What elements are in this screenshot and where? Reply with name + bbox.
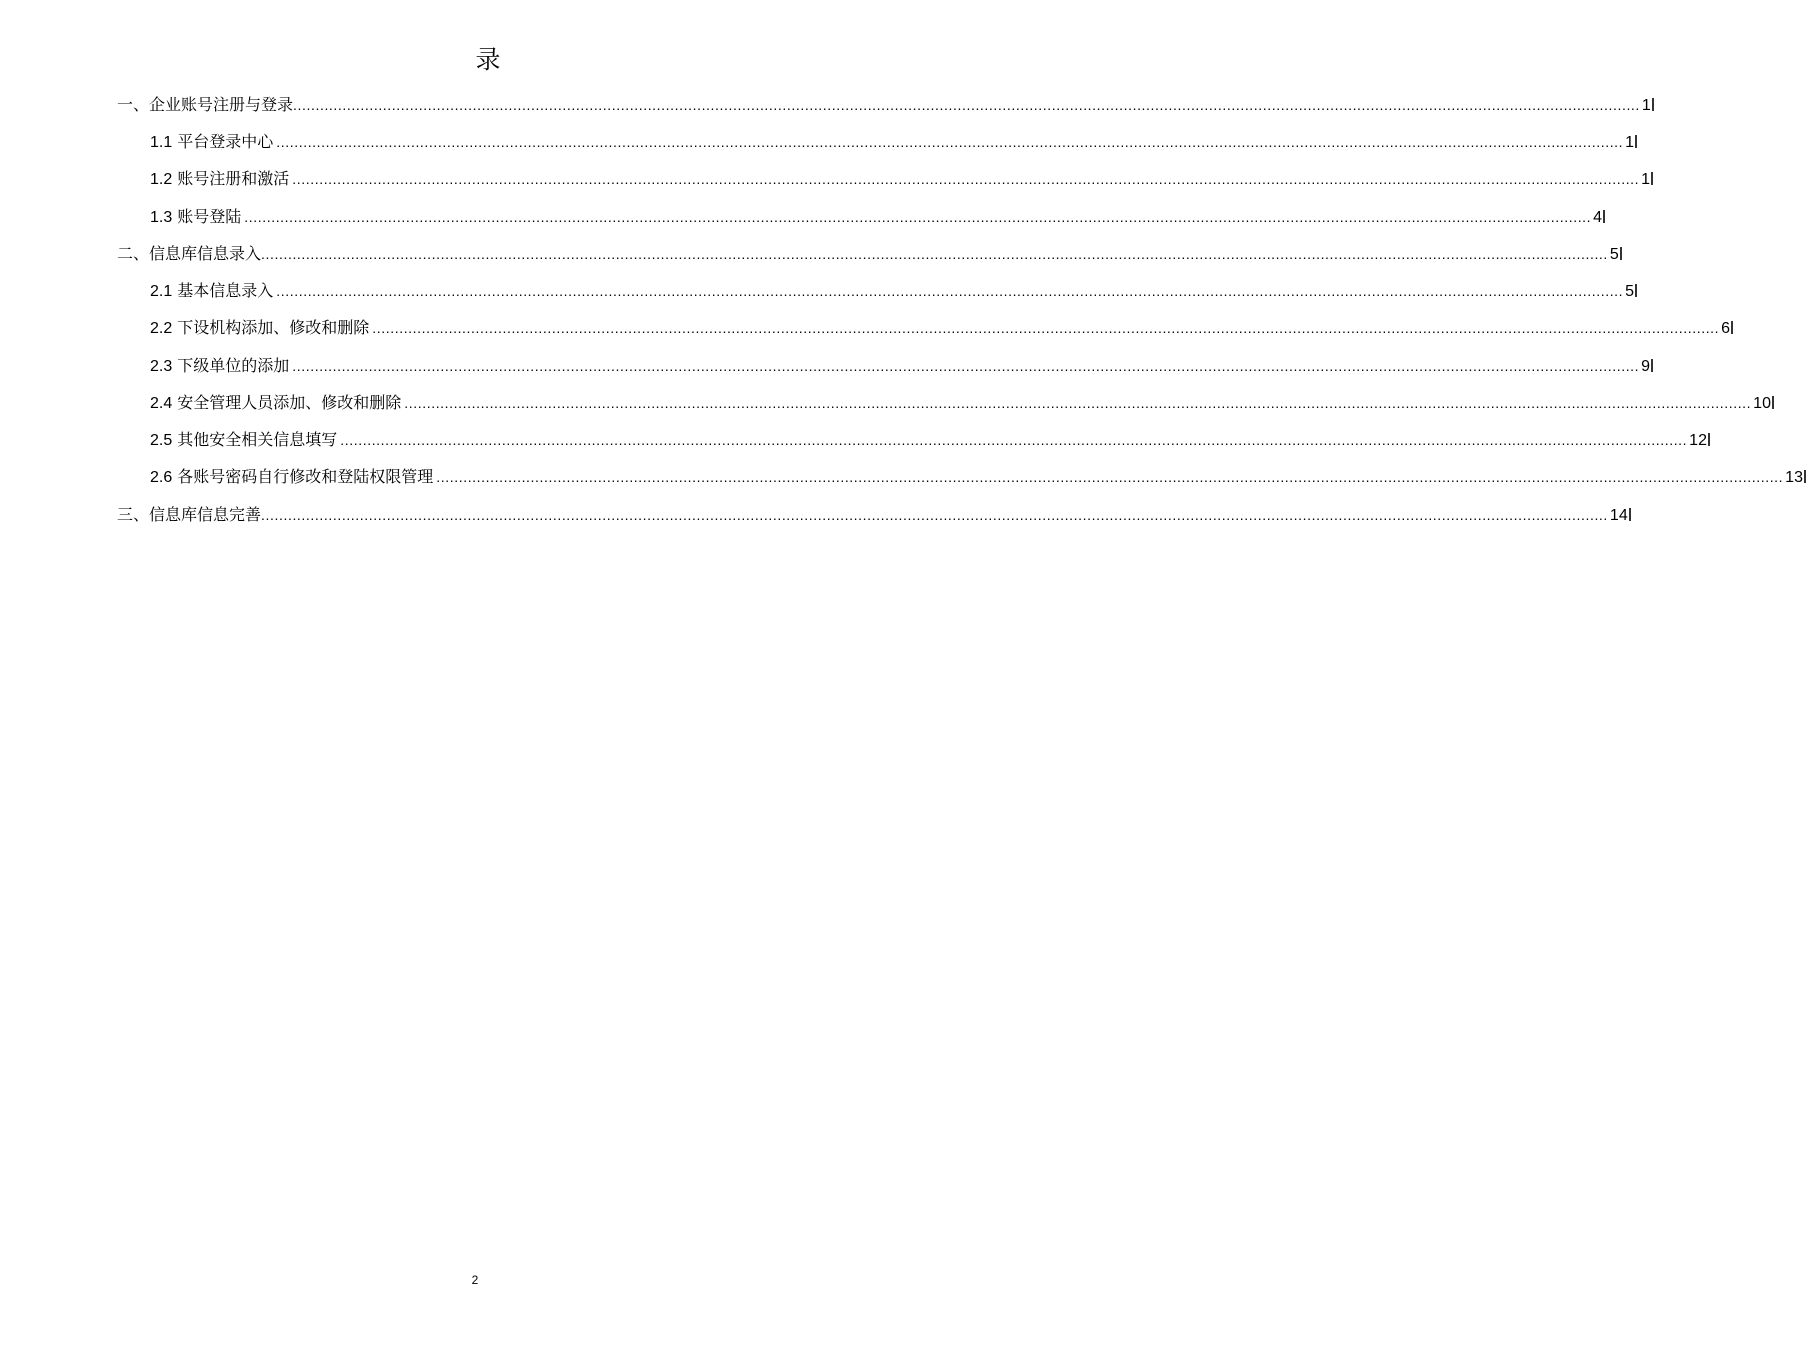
- toc-entry-label: 下级单位的添加: [177, 356, 290, 375]
- toc-entry-page: 5: [1609, 246, 1619, 263]
- toc-entry-page: 9: [1641, 358, 1651, 375]
- toc-entry-2-6[interactable]: [150, 462, 1803, 492]
- toc-entry-page: 6: [1721, 320, 1731, 337]
- paragraph-mark-icon: [1652, 98, 1654, 111]
- paragraph-mark-icon: [1603, 210, 1605, 223]
- paragraph-mark-icon: [1635, 135, 1637, 148]
- toc-entry-1-3[interactable]: [150, 202, 1603, 232]
- paragraph-mark-icon: [1708, 433, 1710, 446]
- toc-entry-2-3[interactable]: [150, 351, 1651, 381]
- page-title: 录: [475, 45, 501, 74]
- paragraph-mark-icon: [1620, 247, 1622, 260]
- toc-entry-2-2[interactable]: [150, 313, 1731, 343]
- toc-leader-dots: ............................................................................................................................................................................................................................................................................................................: [276, 134, 1624, 150]
- toc-entry-number: 1.1: [150, 134, 173, 151]
- toc-leader-dots: ............................................................................................................................................................................................................................................................................................................: [261, 246, 1608, 262]
- toc-entry-number: 2.1: [150, 283, 173, 300]
- toc-entry-label: 各账号密码自行修改和登陆权限管理: [177, 467, 434, 486]
- toc-entry-page: 1: [1641, 97, 1651, 114]
- toc-entry-page: 4: [1593, 209, 1603, 226]
- toc-entry-page: 5: [1625, 283, 1635, 300]
- toc-entry-chapter-1[interactable]: [117, 90, 1651, 120]
- toc-entry-label: 安全管理人员添加、修改和删除: [177, 393, 402, 412]
- toc-entry-page: 14: [1609, 507, 1628, 524]
- toc-entry-number: 2.6: [150, 469, 173, 486]
- paragraph-mark-icon: [1772, 396, 1774, 409]
- page-number: 2: [471, 1273, 479, 1287]
- toc-entry-number: 1.3: [150, 209, 173, 226]
- toc-entry-2-4[interactable]: [150, 388, 1771, 418]
- toc-entry-number: 1.2: [150, 171, 173, 188]
- toc-entry-label: 基本信息录入: [177, 281, 274, 300]
- toc-entry-label: 二、信息库信息录入: [117, 244, 262, 263]
- toc-entry-2-1[interactable]: [150, 276, 1635, 306]
- paragraph-mark-icon: [1635, 284, 1637, 297]
- toc-entry-label: 下设机构添加、修改和删除: [177, 318, 370, 337]
- toc-entry-page: 10: [1753, 395, 1771, 412]
- toc-entry-label: 账号注册和激活: [177, 169, 290, 188]
- paragraph-mark-icon: [1629, 508, 1631, 521]
- toc-leader-dots: ............................................................................................................................................................................................................................................................................................................: [292, 358, 1640, 374]
- toc-leader-dots: ............................................................................................................................................................................................................................................................................................................: [292, 171, 1640, 187]
- toc-entry-number: 2.2: [150, 320, 173, 337]
- paragraph-mark-icon: [1731, 321, 1733, 334]
- paragraph-mark-icon: [1651, 359, 1653, 372]
- toc-leader-dots: ............................................................................................................................................................................................................................................................................................................: [372, 320, 1720, 336]
- toc-entry-label: 其他安全相关信息填写: [177, 430, 338, 449]
- toc-entry-page: 13: [1785, 469, 1803, 486]
- toc-leader-dots: ............................................................................................................................................................................................................................................................................................................: [340, 432, 1688, 448]
- toc-entry-1-1[interactable]: [150, 127, 1635, 157]
- toc-leader-dots: ............................................................................................................................................................................................................................................................................................................: [244, 209, 1592, 225]
- toc-entry-number: 2.4: [150, 395, 173, 412]
- toc-entry-label: 平台登录中心: [177, 132, 274, 151]
- toc-entry-label: 一、企业账号注册与登录: [117, 95, 294, 114]
- toc-entry-number: 2.5: [150, 432, 173, 449]
- toc-leader-dots: ............................................................................................................................................................................................................................................................................................................: [436, 469, 1784, 485]
- toc-leader-dots: ............................................................................................................................................................................................................................................................................................................: [404, 395, 1752, 411]
- toc-leader-dots: ............................................................................................................................................................................................................................................................................................................: [276, 283, 1624, 299]
- toc-entry-2-5[interactable]: [150, 425, 1707, 455]
- toc-entry-chapter-2[interactable]: [117, 239, 1619, 269]
- toc-leader-dots: ............................................................................................................................................................................................................................................................................................................: [261, 507, 1608, 523]
- toc-entry-chapter-3[interactable]: [117, 500, 1628, 530]
- toc-entry-label: 三、信息库信息完善: [117, 505, 262, 524]
- toc-entry-number: 2.3: [150, 358, 173, 375]
- toc-entry-1-2[interactable]: [150, 164, 1651, 194]
- toc-entry-page: 1: [1641, 171, 1651, 188]
- toc-entry-page: 1: [1625, 134, 1635, 151]
- paragraph-mark-icon: [1651, 172, 1653, 185]
- toc-leader-dots: ............................................................................................................................................................................................................................................................................................................: [293, 97, 1640, 113]
- toc-entry-label: 账号登陆: [177, 207, 242, 226]
- toc-entry-page: 12: [1689, 432, 1707, 449]
